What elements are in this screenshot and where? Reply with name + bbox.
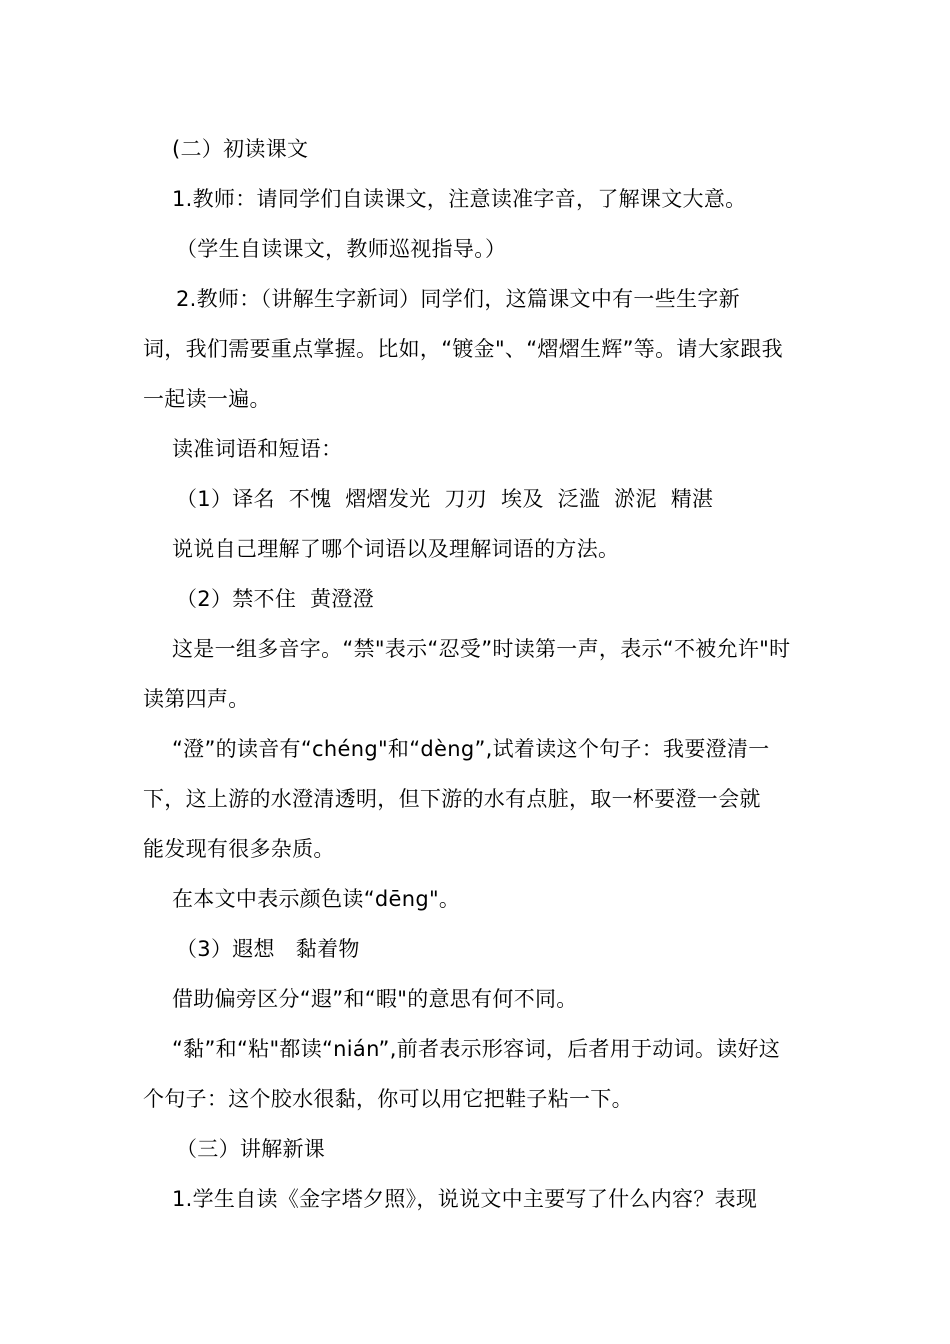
- section-heading-first-reading: (二）初读课文: [172, 137, 309, 161]
- paragraph-line: 借助偏旁区分“遐”和“暇"的意思有何不同。: [172, 987, 578, 1011]
- paragraph-line: 说说自己理解了哪个词语以及理解词语的方法。: [172, 537, 620, 561]
- paragraph-line: 词，我们需要重点掌握。比如，“镀金"、“熠熠生辉”等。请大家跟我: [143, 337, 783, 361]
- paragraph-line: 1.学生自读《金字塔夕照》，说说文中主要写了什么内容？表现: [172, 1187, 758, 1211]
- paragraph-line: “澄”的读音有“chéng"和“dèng”,试着读这个句子：我要澄清一: [172, 737, 770, 761]
- paragraph-line: 在本文中表示颜色读“dēng"。: [172, 887, 461, 911]
- paragraph-line: 2.教师：（讲解生字新词）同学们，这篇课文中有一些生字新: [176, 287, 740, 311]
- vocabulary-list: （3）遐想 黏着物: [176, 937, 360, 961]
- vocabulary-list: （2）禁不住 黄澄澄: [176, 587, 375, 611]
- paragraph-line: 下，这上游的水澄清透明，但下游的水有点脏，取一杯要澄一会就: [143, 787, 761, 811]
- paragraph-line: 这是一组多音字。“禁"表示“忍受”时读第一声，表示“不被允许"时: [172, 637, 791, 661]
- paragraph-line: 个句子：这个胶水很黏，你可以用它把鞋子粘一下。: [143, 1087, 633, 1111]
- paragraph-line: 读第四声。: [143, 687, 250, 711]
- paragraph-line: （学生自读课文，教师巡视指导。）: [176, 237, 507, 261]
- paragraph-line: “黏”和“粘"都读“nián”,前者表示形容词，后者用于动词。读好这: [172, 1037, 781, 1061]
- paragraph-line: 1.教师：请同学们自读课文，注意读准字音，了解课文大意。: [172, 187, 747, 211]
- section-heading-new-lesson: （三）讲解新课: [176, 1137, 326, 1161]
- paragraph-line: 能发现有很多杂质。: [143, 837, 335, 861]
- paragraph-line: 读准词语和短语：: [172, 437, 343, 461]
- vocabulary-list: （1）译名 不愧 熠熠发光 刀刃 埃及 泛滥 淤泥 精湛: [176, 487, 714, 511]
- paragraph-line: 一起读一遍。: [143, 387, 271, 411]
